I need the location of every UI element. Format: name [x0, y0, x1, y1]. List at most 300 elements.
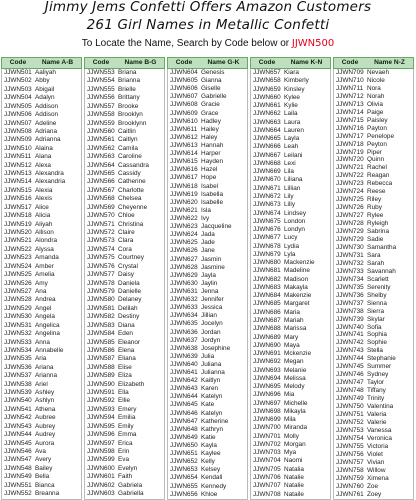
- table-row: [334, 268, 413, 276]
- name-code: JJWN759: [336, 474, 364, 482]
- name-code: JJWN600: [87, 464, 115, 472]
- name-code: JJWN537: [4, 372, 32, 380]
- name-code: JJWN676: [253, 226, 281, 234]
- table-row: [85, 423, 164, 431]
- table-row: [334, 180, 413, 188]
- table-row: [2, 221, 81, 229]
- search-instructions: [0, 38, 416, 50]
- table-header: [1, 57, 82, 69]
- girl-name: Brielle: [118, 85, 136, 93]
- name-code: JJWN671: [253, 184, 281, 192]
- name-code: JJWN714: [336, 108, 364, 116]
- table-row: [85, 212, 164, 220]
- girl-name: Athena: [35, 405, 56, 413]
- table-row: [85, 473, 164, 481]
- table-row: [85, 372, 164, 380]
- table-row: [251, 482, 330, 490]
- table-row: [251, 375, 330, 383]
- table-row: [2, 254, 81, 262]
- name-code: JJWN561: [87, 136, 115, 144]
- table-row: [251, 317, 330, 325]
- girl-name: Faith: [118, 473, 133, 481]
- name-code: JJWN709: [336, 69, 364, 76]
- girl-name: Amy: [35, 279, 48, 287]
- table-row: [334, 419, 413, 427]
- name-code: JJWN654: [170, 474, 198, 482]
- girl-name: Christina: [118, 220, 144, 228]
- girl-name: Sofia: [367, 323, 382, 331]
- table-row: [334, 459, 413, 467]
- girl-name: Gabriela: [118, 481, 143, 489]
- girl-name: Kendall: [201, 474, 223, 482]
- girl-name: Vanessa: [367, 426, 392, 434]
- girl-name: Genesis: [201, 69, 225, 76]
- table-row: [334, 347, 413, 355]
- name-table-2: [84, 57, 165, 499]
- name-code: JJWN569: [87, 203, 115, 211]
- table-row: [85, 178, 164, 186]
- name-code: JJWN718: [336, 140, 364, 148]
- girl-name: Delaney: [118, 296, 142, 304]
- table-row: [251, 110, 330, 118]
- name-code: JJWN516: [4, 195, 32, 203]
- name-code: JJWN590: [87, 380, 115, 388]
- girl-name: Lilly: [284, 201, 296, 209]
- table-row: [251, 350, 330, 358]
- table-row: [334, 355, 413, 363]
- girl-name: Alice: [35, 203, 49, 211]
- table-row: [2, 482, 81, 490]
- header-name-range: Name N-Z: [374, 59, 405, 66]
- table-row: [85, 330, 164, 338]
- name-code: JJWN555: [87, 85, 115, 93]
- table-row: [2, 322, 81, 330]
- name-code: JJWN602: [87, 481, 115, 489]
- table-row: [334, 292, 413, 300]
- name-code: JJWN680: [253, 259, 281, 267]
- girl-name: Ellie: [118, 397, 131, 405]
- table-row: [2, 473, 81, 481]
- name-code: JJWN723: [336, 180, 364, 188]
- girl-name: Laura: [284, 118, 301, 126]
- girl-name: Hailey: [201, 125, 219, 133]
- girl-name: Cora: [118, 245, 132, 253]
- name-code: JJWN520: [4, 229, 32, 237]
- table-row: [2, 313, 81, 321]
- girl-name: Katie: [201, 433, 216, 441]
- table-row: [168, 134, 247, 142]
- girl-name: Stephanie: [367, 355, 396, 363]
- girl-name: Lucy: [284, 234, 298, 242]
- name-code: JJWN746: [336, 371, 364, 379]
- name-code: JJWN697: [253, 399, 281, 407]
- table-row: [251, 449, 330, 457]
- name-code: JJWN515: [4, 186, 32, 194]
- girl-name: Kathryn: [201, 425, 224, 433]
- table-row: [334, 363, 413, 371]
- name-code: JJWN538: [4, 380, 32, 388]
- girl-name: Hannah: [201, 141, 224, 149]
- girl-name: Melissa: [284, 374, 306, 382]
- girl-name: Eva: [118, 456, 130, 464]
- girl-name: Caitlin: [118, 127, 136, 135]
- name-code: JJWN633: [170, 304, 198, 312]
- table-row: [2, 440, 81, 448]
- girl-name: Alexandria: [35, 178, 66, 186]
- name-code: JJWN625: [170, 239, 198, 247]
- name-code: JJWN655: [170, 482, 198, 490]
- girl-name: Emilia: [118, 414, 136, 422]
- girl-name: Penelope: [367, 132, 395, 140]
- name-code: JJWN574: [87, 245, 115, 253]
- name-code: JJWN713: [336, 100, 364, 108]
- name-code: JJWN607: [170, 93, 198, 101]
- table-row: [334, 379, 413, 387]
- header-code: Code: [341, 59, 359, 66]
- name-code: JJWN598: [87, 447, 115, 455]
- name-code: JJWN630: [170, 279, 198, 287]
- table-row: [168, 345, 247, 353]
- name-code: JJWN533: [4, 338, 32, 346]
- name-code: JJWN524: [4, 262, 32, 270]
- name-code: JJWN631: [170, 287, 198, 295]
- table-row: [168, 126, 247, 134]
- girl-name: Julianna: [201, 369, 225, 377]
- name-code: JJWN755: [336, 442, 364, 450]
- name-code: JJWN708: [253, 490, 281, 498]
- girl-name: Reese: [367, 188, 386, 196]
- name-code: JJWN527: [4, 287, 32, 295]
- table-row: [251, 276, 330, 284]
- girl-name: Caitlyn: [118, 136, 138, 144]
- girl-name: Gracie: [201, 101, 220, 109]
- name-code: JJWN547: [4, 456, 32, 464]
- girl-name: Courtney: [118, 254, 144, 262]
- girl-name: Valentina: [367, 403, 394, 411]
- table-row: [334, 156, 413, 164]
- girl-name: Miranda: [284, 424, 308, 432]
- table-header: [250, 57, 331, 69]
- table-row: [251, 102, 330, 110]
- girl-name: Angelina: [35, 330, 60, 338]
- girl-name: Claire: [118, 229, 135, 237]
- girl-name: Angela: [35, 313, 55, 321]
- table-row: [251, 300, 330, 308]
- name-code: JJWN587: [87, 355, 115, 363]
- name-code: JJWN691: [253, 350, 281, 358]
- girl-name: Megan: [284, 358, 304, 366]
- girl-name: Sydney: [367, 371, 389, 379]
- name-code: JJWN674: [253, 209, 281, 217]
- table-row: [85, 456, 164, 464]
- name-code: JJWN667: [253, 151, 281, 159]
- table-row: [85, 296, 164, 304]
- name-code: JJWN645: [170, 401, 198, 409]
- name-code: JJWN530: [4, 313, 32, 321]
- name-code: JJWN551: [4, 481, 32, 489]
- girl-name: Isabelle: [201, 198, 224, 206]
- table-row: [251, 383, 330, 391]
- name-code: JJWN558: [87, 111, 115, 119]
- girl-name: Jillian: [201, 312, 217, 320]
- table-row: [2, 187, 81, 195]
- table-row: [334, 260, 413, 268]
- girl-name: Kylie: [284, 102, 298, 110]
- girl-name: Katelyn: [201, 409, 223, 417]
- girl-name: Kimberly: [284, 77, 309, 85]
- name-code: JJWN656: [170, 490, 198, 498]
- table-row: [2, 423, 81, 431]
- name-code: JJWN549: [4, 473, 32, 481]
- table-row: [168, 361, 247, 369]
- girl-name: Bailey: [35, 464, 53, 472]
- girl-name: Adriana: [35, 127, 58, 135]
- girl-name: Kelsey: [201, 466, 221, 474]
- name-code: JJWN581: [87, 304, 115, 312]
- girl-name: Peyton: [367, 140, 387, 148]
- table-row: [251, 210, 330, 218]
- name-code: JJWN623: [170, 223, 198, 231]
- girl-name: Danielle: [118, 287, 142, 295]
- name-code: JJWN548: [4, 464, 32, 472]
- name-code: JJWN681: [253, 267, 281, 275]
- name-code: JJWN705: [253, 465, 281, 473]
- girl-name: Jasmin: [201, 255, 222, 263]
- name-code: JJWN750: [336, 403, 364, 411]
- girl-name: Leah: [284, 143, 299, 151]
- girl-name: Riley: [367, 196, 382, 204]
- girl-name: Nataile: [284, 490, 304, 498]
- girl-name: Mariah: [284, 316, 304, 324]
- girl-name: Chloe: [118, 212, 135, 220]
- girl-name: Alexa: [35, 161, 51, 169]
- girl-name: Nora: [367, 84, 381, 92]
- table-row: [251, 358, 330, 366]
- girl-name: Ivy: [201, 214, 210, 222]
- table-row: [2, 456, 81, 464]
- girl-name: Shelby: [367, 291, 387, 299]
- girl-name: Bella: [35, 473, 50, 481]
- name-code: JJWN701: [253, 432, 281, 440]
- girl-name: Alaina: [35, 144, 53, 152]
- table-row: [334, 244, 413, 252]
- name-code: JJWN650: [170, 442, 198, 450]
- girl-name: Liliana: [284, 176, 303, 184]
- table-row: [2, 347, 81, 355]
- table-row: [2, 162, 81, 170]
- name-code: JJWN735: [336, 283, 364, 291]
- table-row: [168, 410, 247, 418]
- girl-name: Ashley: [35, 389, 55, 397]
- table-row: [251, 334, 330, 342]
- table-header: [84, 57, 165, 69]
- name-code: JJWN658: [253, 77, 281, 85]
- table-row: [85, 229, 164, 237]
- name-code: JJWN508: [4, 127, 32, 135]
- girl-name: Grace: [201, 109, 219, 117]
- girl-name: Kayla: [201, 442, 217, 450]
- header-name-range: Name G-K: [207, 59, 240, 66]
- table-row: [251, 251, 330, 259]
- girl-name: Rachel: [367, 164, 387, 172]
- girl-name: Bianca: [35, 481, 55, 489]
- name-code: JJWN740: [336, 323, 364, 331]
- table-row: [251, 135, 330, 143]
- header-name-range: Name K-N: [290, 59, 323, 66]
- girl-name: Delilah: [118, 304, 138, 312]
- girl-name: Gianna: [201, 77, 222, 85]
- table-row: [2, 86, 81, 94]
- girl-name: Emma: [118, 431, 137, 439]
- girl-name: Audrey: [35, 431, 56, 439]
- girl-name: Brooklyn: [118, 111, 143, 119]
- girl-name: Ana: [35, 287, 47, 295]
- name-code: JJWN501: [4, 69, 32, 76]
- name-code: JJWN683: [253, 283, 281, 291]
- name-code: JJWN559: [87, 119, 115, 127]
- name-code: JJWN670: [253, 176, 281, 184]
- girl-name: Aurora: [35, 439, 55, 447]
- table-row: [251, 325, 330, 333]
- girl-name: Kaylee: [201, 450, 221, 458]
- table-row: [168, 377, 247, 385]
- name-code: JJWN609: [170, 109, 198, 117]
- table-row: [334, 252, 413, 260]
- girl-name: Mya: [284, 449, 297, 457]
- table-row: [168, 191, 247, 199]
- name-code: JJWN672: [253, 192, 281, 200]
- table-row: [2, 355, 81, 363]
- table-row: [2, 330, 81, 338]
- girl-name: Ashlyn: [35, 397, 55, 405]
- table-row: [251, 143, 330, 151]
- girl-name: Piper: [367, 148, 382, 156]
- girl-name: Josephine: [201, 344, 231, 352]
- name-code: JJWN715: [336, 116, 364, 124]
- girl-name: Valerie: [367, 418, 387, 426]
- name-code: JJWN652: [170, 458, 198, 466]
- table-row: [251, 176, 330, 184]
- table-row: [334, 228, 413, 236]
- name-code: JJWN663: [253, 118, 281, 126]
- girl-name: Kinsley: [284, 85, 305, 93]
- girl-name: Arianna: [35, 372, 58, 380]
- name-code: JJWN624: [170, 231, 198, 239]
- girl-name: Trinity: [367, 395, 385, 403]
- girl-name: Chelsea: [118, 195, 142, 203]
- name-code: JJWN543: [4, 422, 32, 430]
- name-code: JJWN554: [87, 77, 115, 85]
- girl-name: Sierra: [367, 307, 385, 315]
- table-row: [168, 442, 247, 450]
- girl-name: Kelly: [201, 458, 215, 466]
- girl-name: Madeline: [284, 267, 310, 275]
- name-code: JJWN562: [87, 144, 115, 152]
- name-code: JJWN606: [170, 85, 198, 93]
- table-row: [168, 304, 247, 312]
- girl-name: Adeline: [35, 119, 57, 127]
- table-row: [85, 448, 164, 456]
- girl-name: Amanda: [35, 254, 59, 262]
- table-row: [334, 300, 413, 308]
- girl-name: Sabrina: [367, 228, 390, 236]
- table-row: [2, 103, 81, 111]
- girl-name: Erin: [118, 447, 130, 455]
- girl-name: Elizabeth: [118, 380, 145, 388]
- girl-name: Elena: [118, 346, 135, 354]
- name-code: JJWN563: [87, 153, 115, 161]
- table-row: [251, 94, 330, 102]
- girl-name: Savannah: [367, 267, 396, 275]
- table-row: [168, 231, 247, 239]
- table-row: [85, 136, 164, 144]
- table-row: [2, 372, 81, 380]
- table-row: [251, 433, 330, 441]
- table-row: [2, 406, 81, 414]
- girl-name: Maya: [284, 341, 300, 349]
- girl-name: Addison: [35, 102, 59, 110]
- girl-name: Lydia: [284, 242, 300, 250]
- table-row: [334, 188, 413, 196]
- girl-name: Jordyn: [201, 336, 221, 344]
- girl-name: Alyssa: [35, 245, 54, 253]
- table-row: [2, 204, 81, 212]
- name-code: JJWN664: [253, 126, 281, 134]
- table-row: [2, 237, 81, 245]
- girl-name: Vivian: [367, 458, 385, 466]
- girl-name: Aaliyah: [35, 69, 56, 76]
- name-code: JJWN761: [336, 490, 364, 498]
- name-code: JJWN593: [87, 405, 115, 413]
- table-row: [334, 467, 413, 475]
- table-row: [2, 212, 81, 220]
- name-code: JJWN736: [336, 291, 364, 299]
- table-row: [85, 397, 164, 405]
- girl-name: Alondra: [35, 237, 58, 245]
- girl-name: Serenity: [367, 283, 391, 291]
- name-code: JJWN738: [336, 307, 364, 315]
- name-code: JJWN717: [336, 132, 364, 140]
- name-code: JJWN722: [336, 172, 364, 180]
- girl-name: Brianna: [118, 77, 141, 85]
- table-row: [168, 312, 247, 320]
- girl-name: Olivia: [367, 100, 383, 108]
- table-row: [2, 397, 81, 405]
- table-row: [2, 77, 81, 85]
- girl-name: Sarah: [367, 259, 385, 267]
- name-code: JJWN572: [87, 229, 115, 237]
- name-code: JJWN742: [336, 339, 364, 347]
- table-row: [334, 451, 413, 459]
- name-code: JJWN603: [87, 490, 115, 498]
- table-row: [168, 85, 247, 93]
- girl-name: Eden: [118, 330, 133, 338]
- name-code: JJWN568: [87, 195, 115, 203]
- name-code: JJWN531: [4, 321, 32, 329]
- girl-name: Catherine: [118, 178, 146, 186]
- table-row: [251, 119, 330, 127]
- girl-name: Jane: [201, 247, 215, 255]
- name-code: JJWN749: [336, 395, 364, 403]
- table-row: [251, 77, 330, 85]
- name-code: JJWN613: [170, 141, 198, 149]
- girl-name: Tiffany: [367, 387, 386, 395]
- name-code: JJWN704: [253, 457, 281, 465]
- name-code: JJWN616: [170, 166, 198, 174]
- table-row: [251, 342, 330, 350]
- name-code: JJWN661: [253, 102, 281, 110]
- table-row: [334, 109, 413, 117]
